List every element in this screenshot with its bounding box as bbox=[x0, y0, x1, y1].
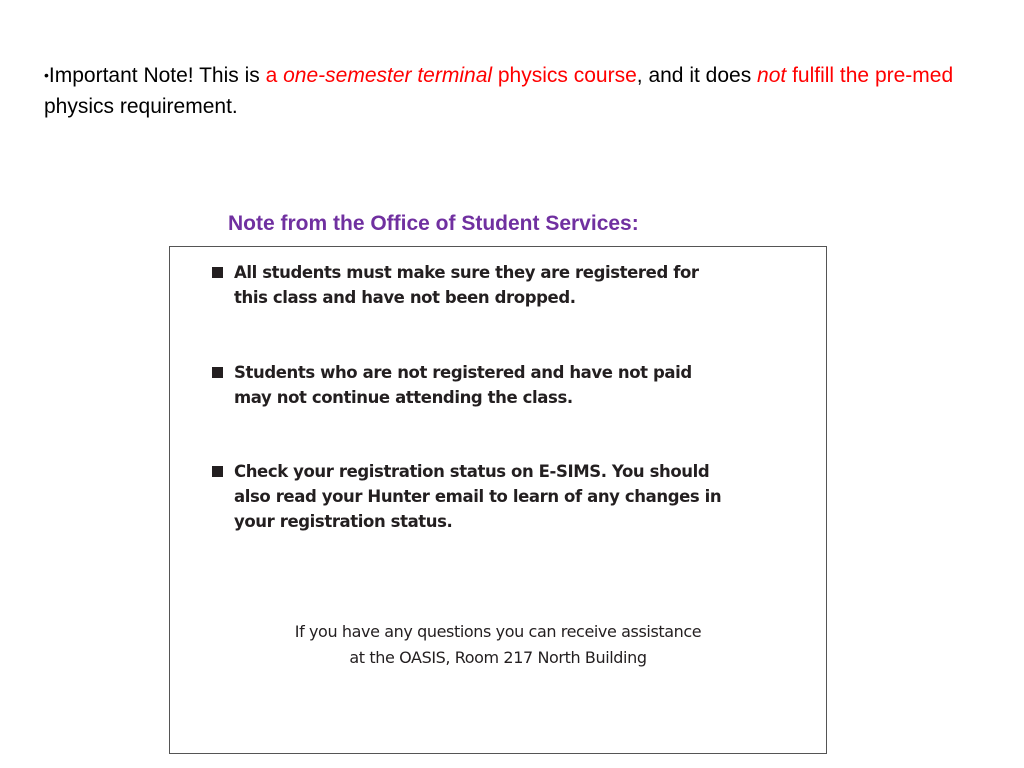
notice-line: All students must make sure they are registered for bbox=[234, 263, 699, 282]
notice-line: Check your registration status on E-SIMS. You should bbox=[234, 462, 710, 481]
bullet-icon: • bbox=[44, 67, 49, 83]
note-not: not bbox=[757, 64, 787, 87]
note-prefix: Important Note! This is bbox=[48, 64, 266, 87]
notice-line: also read your Hunter email to learn of any changes in bbox=[234, 487, 722, 506]
note-one-semester-terminal: one-semester terminal bbox=[283, 64, 493, 87]
office-heading: Note from the Office of Student Services: bbox=[228, 212, 639, 235]
notice-line: this class and have not been dropped. bbox=[234, 288, 576, 307]
assistance-line: at the OASIS, Room 217 North Building bbox=[349, 648, 647, 667]
square-bullet-icon bbox=[212, 367, 223, 378]
notice-item-registered bbox=[234, 260, 754, 310]
notice-line: may not continue attending the class. bbox=[234, 388, 573, 407]
assistance-note bbox=[170, 619, 826, 671]
notice-line: Students who are not registered and have not paid bbox=[234, 363, 692, 382]
note-suffix: physics requirement. bbox=[44, 95, 238, 118]
note-article: a bbox=[265, 64, 284, 87]
notice-line: your registration status. bbox=[234, 512, 453, 531]
note-fulfill-pre-med: fulfill the pre-med bbox=[786, 64, 954, 87]
notice-box bbox=[169, 246, 827, 754]
important-note bbox=[44, 60, 974, 122]
square-bullet-icon bbox=[212, 466, 223, 477]
note-and-it-does: , and it does bbox=[636, 64, 758, 87]
assistance-line: If you have any questions you can receive assistance bbox=[294, 622, 702, 641]
square-bullet-icon bbox=[212, 267, 223, 278]
notice-item-not-paid bbox=[234, 360, 754, 410]
notice-item-check-status bbox=[234, 459, 754, 534]
note-physics-course: physics course bbox=[492, 64, 637, 87]
